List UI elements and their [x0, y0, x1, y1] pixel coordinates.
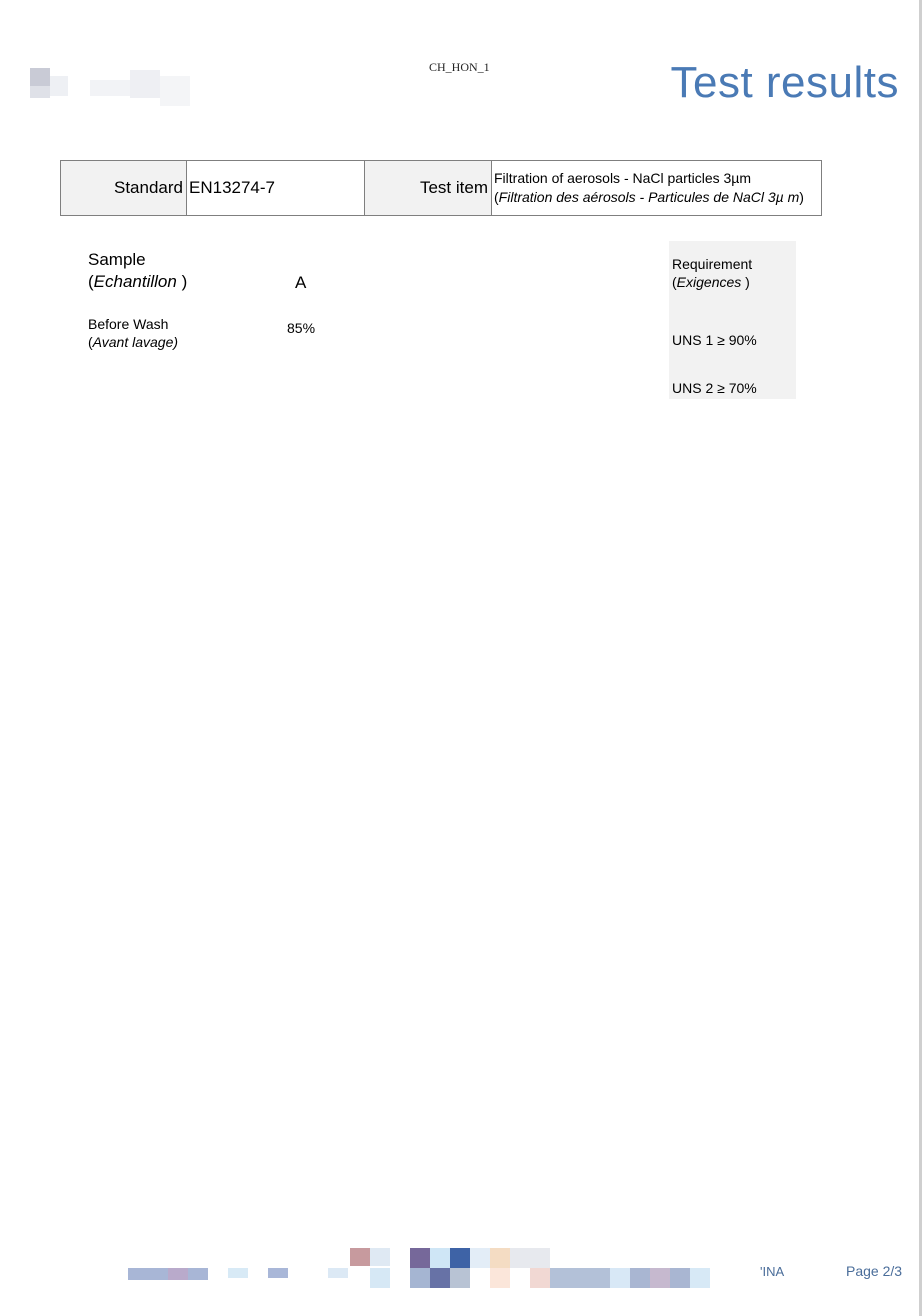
requirement-heading: Requirement (Exigences ) — [672, 256, 753, 290]
test-item-english: Filtration of aerosols - NaCl particles 3µm — [494, 170, 752, 186]
page-title: Test results — [670, 58, 899, 107]
standard-info-table — [60, 160, 822, 216]
footer-text-fragment: 'INA — [760, 1264, 785, 1279]
test-item-cell — [492, 161, 822, 216]
standard-label: Standard — [61, 161, 187, 216]
logo-redacted — [30, 66, 230, 116]
document-code: CH_HON_1 — [429, 60, 490, 74]
sample-heading — [88, 249, 187, 293]
result-row-value: 85% — [287, 320, 316, 336]
standard-value: EN13274-7 — [187, 161, 365, 216]
requirement-uns1: UNS 1 ≥ 90% — [672, 332, 757, 348]
page-number: Page 2/3 — [846, 1263, 903, 1279]
test-item-label: Test item — [365, 161, 492, 216]
sample-label-french: (Echantillon ) — [88, 272, 188, 291]
requirement-panel — [669, 241, 796, 399]
result-row-label: Before Wash (Avant lavage) — [88, 316, 179, 350]
requirement-uns2: UNS 2 ≥ 70% — [672, 380, 757, 396]
sample-label: Sample — [88, 250, 146, 269]
sample-column-header: A — [295, 273, 307, 292]
footer-redacted — [128, 1246, 748, 1290]
test-item-french: (Filtration des aérosols - Particules de NaCl 3µ m) — [494, 189, 804, 205]
